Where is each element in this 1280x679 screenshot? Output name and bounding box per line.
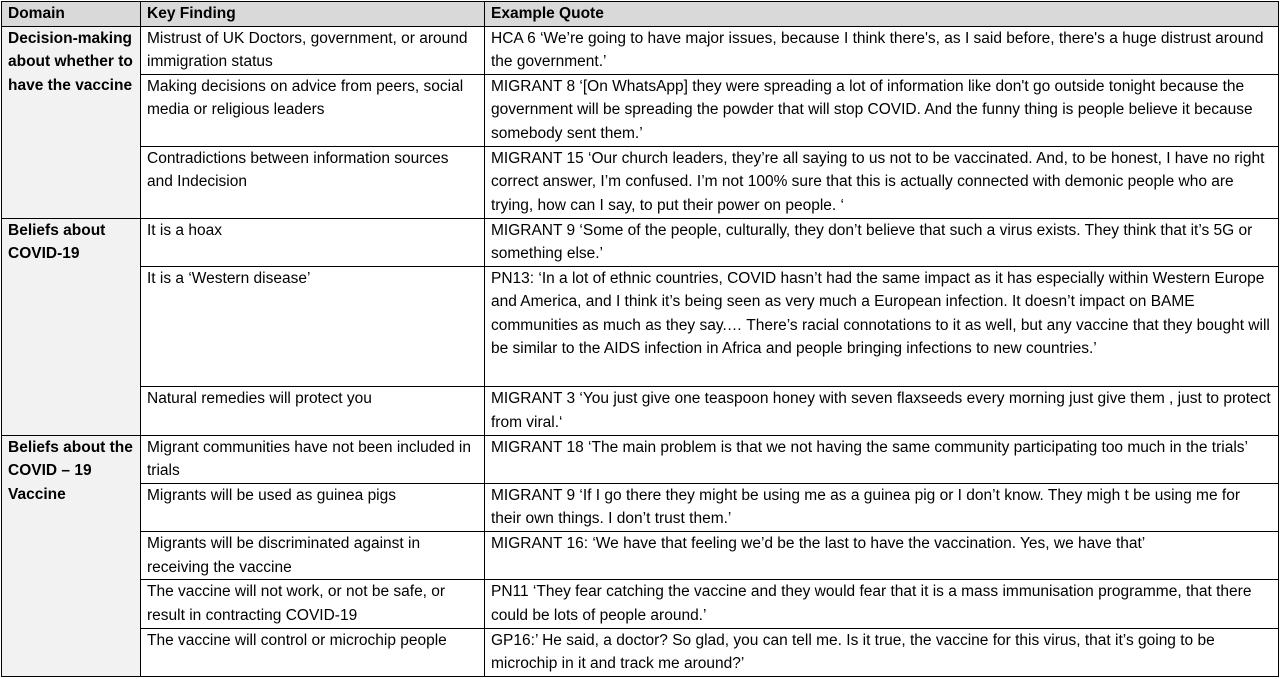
table-body (2, 26, 1279, 677)
table-row (2, 435, 1279, 483)
table-row (2, 146, 1279, 218)
key-finding-cell: Mistrust of UK Doctors, government, or around immigration status (141, 26, 485, 74)
key-finding-cell: Making decisions on advice from peers, social media or religious leaders (141, 74, 485, 146)
example-quote-cell: MIGRANT 3 ‘You just give one teaspoon honey with seven flaxseeds every morning just give them , just to protect from viral.‘ (485, 387, 1279, 435)
key-finding-cell: Natural remedies will protect you (141, 387, 485, 435)
domain-cell: Decision-making about whether to have the vaccine (2, 26, 141, 218)
header-row (2, 2, 1279, 27)
key-finding-cell: Migrants will be used as guinea pigs (141, 483, 485, 531)
example-quote-cell: PN11 ‘They fear catching the vaccine and they would fear that it is a mass immunisation programme, that there could be lots of people around.’ (485, 580, 1279, 628)
table-row (2, 580, 1279, 628)
header-key-finding: Key Finding (141, 2, 485, 27)
example-quote-cell: MIGRANT 16: ‘We have that feeling we’d be the last to have the vaccination. Yes, we have that’ (485, 532, 1279, 580)
domain-cell: Beliefs about the COVID – 19 Vaccine (2, 435, 141, 676)
table-row (2, 628, 1279, 676)
key-finding-cell: The vaccine will control or microchip people (141, 628, 485, 676)
example-quote-cell: MIGRANT 9 ‘If I go there they might be using me as a guinea pig or I don’t know. They migh t be using me for their own things. I don’t trust them.’ (485, 483, 1279, 531)
domain-cell: Beliefs about COVID-19 (2, 218, 141, 435)
key-finding-cell: It is a hoax (141, 218, 485, 266)
example-quote-cell: MIGRANT 15 ‘Our church leaders, they’re all saying to us not to be vaccinated. And, to be honest, I have no right correct answer, I’m confused. I’m not 100% sure that this is actually connected with demonic people who are trying, how can I say, to put their power on people. ‘ (485, 146, 1279, 218)
example-quote-cell: MIGRANT 8 ‘[On WhatsApp] they were spreading a lot of information like don't go outside tonight because the government will be spreading the powder that will stop COVID. And the funny thing is people believe it because somebody sent them.’ (485, 74, 1279, 146)
key-finding-cell: Migrants will be discriminated against in receiving the vaccine (141, 532, 485, 580)
table-row (2, 74, 1279, 146)
table-header (2, 2, 1279, 27)
table-row (2, 483, 1279, 531)
example-quote-cell: MIGRANT 9 ‘Some of the people, culturally, they don’t believe that such a virus exists. They think that it’s 5G or something else.’ (485, 218, 1279, 266)
header-example-quote: Example Quote (485, 2, 1279, 27)
example-quote-cell: PN13: ‘In a lot of ethnic countries, COVID hasn’t had the same impact as it has especially within Western Europe and America, and I think it’s being seen as very much a European infection. It doesn’t impact on BAME communities as much as they say.… There’s racial connotations to it as well, but any vaccine that they bought will be similar to the AIDS infection in Africa and people bringing infections to new countries.’ (485, 266, 1279, 387)
example-quote-cell: MIGRANT 18 ‘The main problem is that we not having the same community participating too much in the trials’ (485, 435, 1279, 483)
key-finding-cell: It is a ‘Western disease’ (141, 266, 485, 387)
table-row (2, 26, 1279, 74)
header-domain: Domain (2, 2, 141, 27)
table-row (2, 218, 1279, 266)
key-finding-cell: Contradictions between information sources and Indecision (141, 146, 485, 218)
table-row (2, 387, 1279, 435)
table-row (2, 266, 1279, 387)
key-finding-cell: Migrant communities have not been included in trials (141, 435, 485, 483)
example-quote-cell: GP16:’ He said, a doctor? So glad, you can tell me. Is it true, the vaccine for this virus, that it’s going to be microchip in it and track me around?’ (485, 628, 1279, 676)
table-row (2, 532, 1279, 580)
findings-table (1, 1, 1279, 677)
example-quote-cell: HCA 6 ‘We’re going to have major issues, because I think there's, as I said before, there's a huge distrust around the government.’ (485, 26, 1279, 74)
key-finding-cell: The vaccine will not work, or not be safe, or result in contracting COVID-19 (141, 580, 485, 628)
